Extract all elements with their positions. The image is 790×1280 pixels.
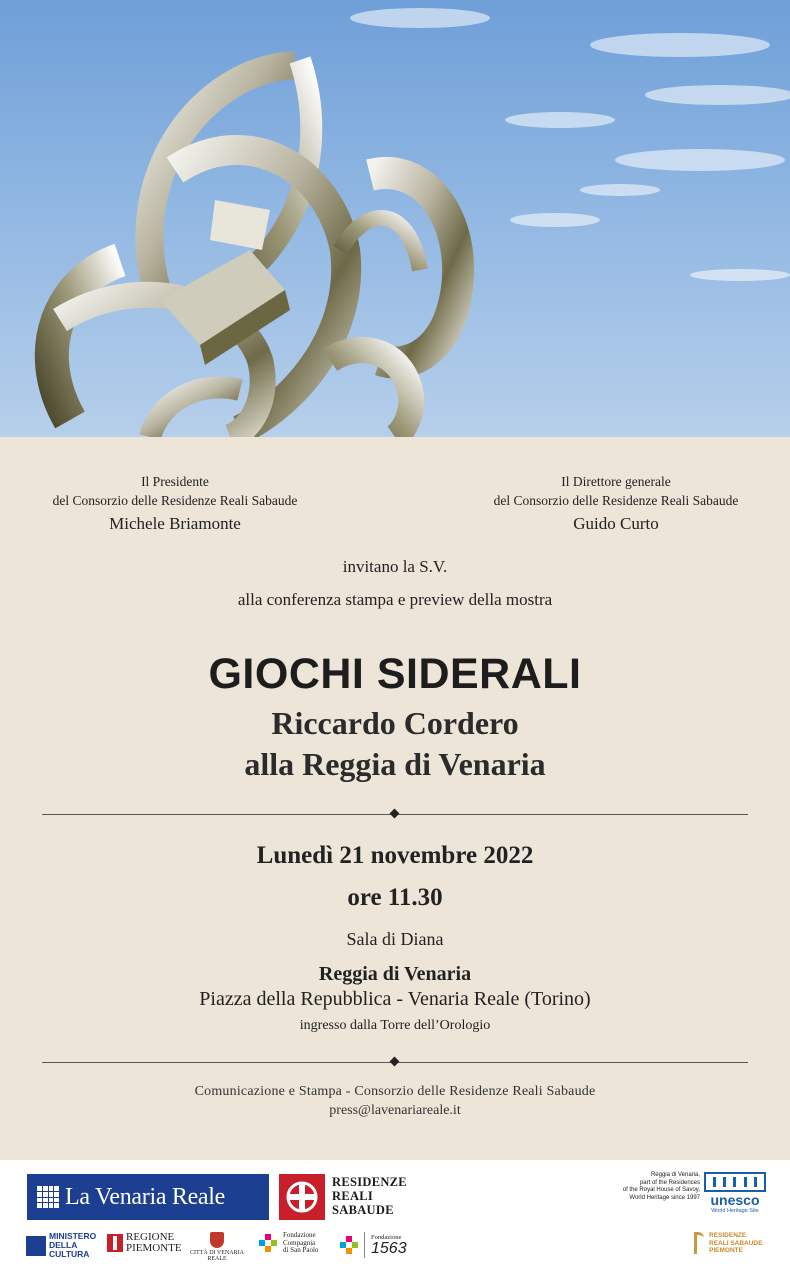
sanpaolo-cross-icon — [259, 1234, 277, 1252]
host-president — [25, 472, 325, 536]
event-address: Piazza della Repubblica - Venaria Reale (Torino) — [199, 988, 591, 1010]
host-name: Michele Briamonte — [109, 514, 241, 533]
host-org: del Consorzio delle Residenze Reali Sabaude — [52, 493, 298, 508]
press-email-link[interactable]: press@lavenariareale.it — [329, 1103, 461, 1118]
citta-crest-icon — [210, 1232, 224, 1248]
unesco-subtitle: World Heritage Site — [711, 1208, 759, 1214]
citta-venaria-logo: CITTÀ DI VENARIA REALE — [186, 1232, 248, 1262]
event-venue: Reggia di Venaria — [318, 963, 472, 985]
residenze-reali-logo-text: RESIDENZE REALI SABAUDE — [332, 1175, 407, 1217]
fondazione-1563-logo: Fondazione 1563 — [340, 1232, 407, 1258]
unesco-temple-icon — [704, 1172, 766, 1192]
regione-shield-icon — [107, 1234, 123, 1252]
venaria-logo-text: La Venaria Reale — [65, 1183, 226, 1210]
sculpture-illustration — [0, 0, 790, 437]
event-entrance: ingresso dalla Torre dell’Orologio — [299, 1018, 491, 1033]
residenze-reali-piemonte-logo: RESIDENZE REALI SABAUDE PIEMONTE — [694, 1232, 762, 1255]
unesco-logo — [704, 1172, 766, 1214]
unesco-heritage-note: Reggia di Venaria, part of the Residences of the Royal House of Savoy, World Heritage since 1997 — [622, 1172, 700, 1201]
event-time: ore 11.30 — [347, 884, 443, 911]
residenze-reali-emblem-icon — [279, 1174, 325, 1220]
host-role: Il Presidente — [141, 474, 209, 489]
exhibition-artist: Riccardo Cordero — [271, 705, 519, 741]
regione-piemonte-logo: REGIONE PIEMONTE — [107, 1232, 182, 1254]
invite-purpose: alla conferenza stampa e preview della mostra — [237, 590, 553, 609]
unesco-word: unesco — [710, 1192, 760, 1208]
la-venaria-reale-logo — [27, 1174, 269, 1220]
invitation-body — [0, 437, 790, 1160]
fondazione-compagnia-sanpaolo-logo: Fondazione Compagnia di San Paolo — [259, 1232, 318, 1255]
fondazione-1563-cross-icon — [340, 1236, 358, 1254]
hero-sculpture-photo — [0, 0, 790, 437]
ministero-icon — [26, 1236, 46, 1256]
event-room: Sala di Diana — [346, 929, 444, 949]
rrsp-r-icon — [694, 1232, 704, 1254]
host-name: Guido Curto — [573, 514, 659, 533]
venaria-grid-icon — [37, 1186, 59, 1208]
press-office: Comunicazione e Stampa - Consorzio delle Residenze Reali Sabaude — [194, 1084, 596, 1099]
host-org: del Consorzio delle Residenze Reali Sabaude — [493, 493, 739, 508]
invite-line: invitano la S.V. — [342, 557, 448, 576]
ministero-cultura-logo: MINISTERO DELLA CULTURA — [26, 1232, 96, 1259]
event-date: Lunedì 21 novembre 2022 — [256, 842, 534, 869]
exhibition-title: GIOCHI SIDERALI — [208, 650, 582, 698]
host-director — [466, 472, 766, 536]
host-role: Il Direttore generale — [561, 474, 671, 489]
exhibition-location: alla Reggia di Venaria — [244, 746, 546, 782]
